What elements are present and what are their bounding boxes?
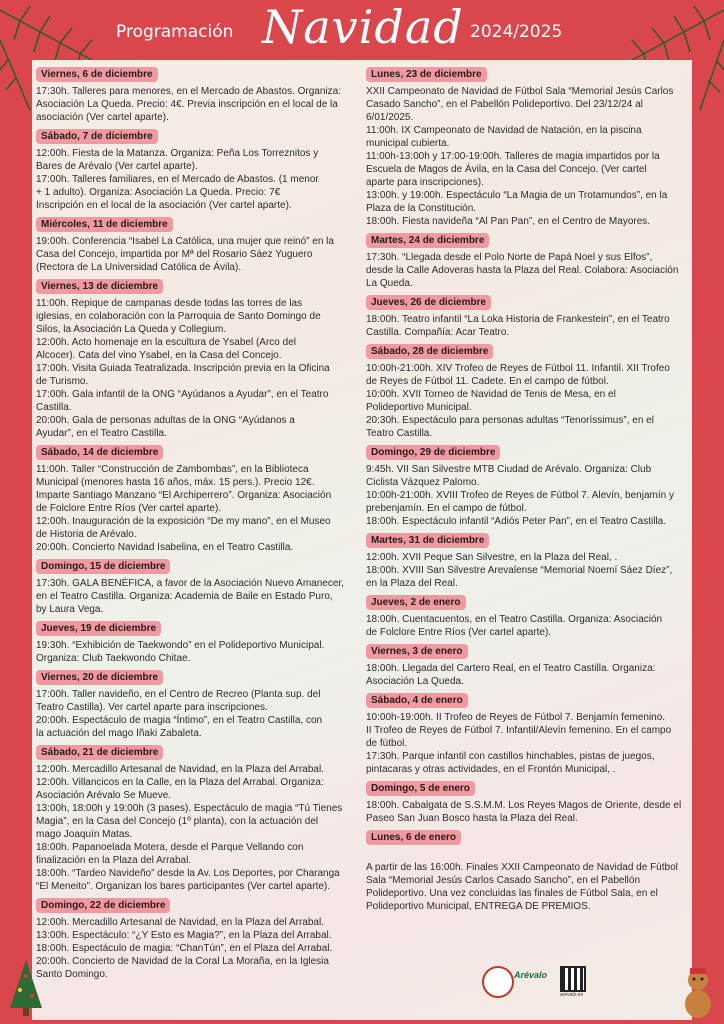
day-label: Sábado, 28 de diciembre: [366, 344, 493, 359]
event-line: Escuela de Magos de Ávila, en la Casa del Concejo. (Ver cartel: [366, 164, 647, 175]
day-label: Domingo, 29 de diciembre: [366, 445, 500, 460]
logo-text: Arévalo: [514, 970, 548, 980]
event-line: Ayudar”, en el Teatro Castilla.: [36, 428, 167, 439]
event-line: 18:00h. Llegada del Cartero Real, en el Teatro Castilla. Organiza:: [366, 663, 656, 674]
event-line: 18:00h. “Tardeo Navideño” desde la Av. Los Deportes, por Charanga: [36, 868, 340, 879]
event-line: 18:00h. XVIII San Silvestre Arevalense “Memorial Noemí Sáez Díez”,: [366, 565, 673, 576]
event-line: 20:00h. Gala de personas adultas de la ONG “Ayúdanos a: [36, 415, 295, 426]
event-day: [366, 442, 692, 528]
event-line: 12:00h. Fiesta de la Matanza. Organiza: Peña Los Torreznitos y: [36, 148, 319, 159]
header-programacion: Programación: [116, 22, 234, 42]
event-line: 11:00h. IX Campeonato de Navidad de Natación, en la piscina: [366, 125, 642, 136]
event-line: asociación (Ver cartel aparte).: [36, 112, 169, 123]
day-label: Miércoles, 11 de diciembre: [36, 217, 173, 232]
day-label: Domingo, 15 de diciembre: [36, 559, 170, 574]
event-line: 18:00h. Espectáculo infantil “Adiós Peter Pan”, en el Teatro Castilla.: [366, 516, 666, 527]
event-line: la actuación del mago Iñaki Zabaleta.: [36, 728, 202, 739]
event-line: de fútbol.: [366, 738, 408, 749]
event-line: 17:30h. GALA BENÉFICA, a favor de la Asociación Nuevo Amanecer,: [36, 578, 344, 589]
event-line: 12:00h. Acto homenaje en la escultura de Ysabel (Arco del: [36, 337, 296, 348]
event-line: 20:00h. Espectáculo de magia “Íntimo”, en el Teatro Castilla, con: [36, 715, 323, 726]
event-line: aparte para inscripciones).: [366, 177, 484, 188]
event-line: Asociación Arévalo Se Mueve.: [36, 790, 172, 801]
event-day: [36, 64, 358, 124]
event-day: [36, 667, 358, 740]
day-label: Lunes, 23 de diciembre: [366, 67, 487, 82]
event-line: 12:00h. XVII Peque San Silvestre, en la Plaza del Real, .: [366, 552, 618, 563]
event-line: 12:00h. Inauguración de la exposición “De my mano”, en el Museo: [36, 516, 331, 527]
event-line: 18:00h. Papanoelada Motera, desde el Parque Vellando con: [36, 842, 304, 853]
event-line: de Historia de Arévalo.: [36, 529, 137, 540]
event-line: Alcocer). Cata del vino Ysabel, en la Casa del Concejo.: [36, 350, 282, 361]
event-day: [366, 292, 692, 339]
event-day: [366, 341, 692, 440]
event-line: 12:00h. Mercadillo Artesanal de Navidad, en la Plaza del Arrabal.: [36, 764, 324, 775]
event-line: pintacaras y otras actividades, en el Frontón Municipal, .: [366, 764, 616, 775]
event-line: 17:00h. Visita Guiada Teatralizada. Inscripción previa en la Oficina: [36, 363, 330, 374]
event-line: 6/01/2025.: [366, 112, 414, 123]
day-label: Sábado, 21 de diciembre: [36, 745, 163, 760]
event-line: 19:00h. Conferencia “Isabel La Católica, una mujer que reinó” en la: [36, 236, 334, 247]
event-line: (Rectora de La Universidad Católica de Ávila).: [36, 262, 242, 273]
event-line: 13:00h. y 19:00h. Espectáculo “La Magia de un Trotamundos”, en la: [366, 190, 668, 201]
day-label: Viernes, 6 de diciembre: [36, 67, 158, 82]
event-day: [366, 592, 692, 639]
event-line: en el Teatro Castilla. Organiza: Academia de Baile en Estado Puro,: [36, 591, 333, 602]
event-line: 18:00h. Espectáculo de magia: “ChanTún”, en el Plaza del Arrabal.: [36, 943, 333, 954]
event-line: 17:00h. Talleres familiares, en el Mercado de Abastos. (1 menor: [36, 174, 319, 185]
event-line: 20:00h. Concierto Navidad Isabelina, en el Teatro Castilla.: [36, 542, 294, 553]
event-line: 18:00h. Teatro infantil “La Loka Historia de Frankestein”, en el Teatro: [366, 314, 670, 325]
day-label: Viernes, 20 de diciembre: [36, 670, 163, 685]
event-day: [36, 214, 358, 274]
event-line: en la Plaza del Real.: [366, 578, 458, 589]
event-day: [36, 276, 358, 440]
event-line: 20:30h. Espectáculo para personas adultas “Tenoríssimus”, en el: [366, 415, 654, 426]
event-line: [366, 848, 692, 861]
event-line: Inscripción en el local de la asociación (Ver cartel aparte).: [36, 200, 292, 211]
christmas-tree-icon: [6, 958, 46, 1018]
event-line: Bares de Arévalo (Ver cartel aparte).: [36, 161, 198, 172]
event-day: [366, 230, 692, 290]
event-day: [36, 556, 358, 616]
event-line: Silos, la Asociación La Queda y Collegium.: [36, 324, 227, 335]
event-line: 10:00h. XVII Torneo de Navidad de Tenis de Mesa, en el: [366, 389, 616, 400]
event-line: “El Meneito”. Organizan los bares participantes (Ver cartel aparte).: [36, 881, 331, 892]
event-line: 18:00h. Fiesta navideña “Al Pan Pan”, en el Centro de Mayores.: [366, 216, 651, 227]
event-day: [36, 895, 358, 981]
event-line: Imparte Santiago Manzano “El Archiperrero”. Organiza: Asociación: [36, 490, 332, 501]
event-line: Ciclista Vázquez Palomo.: [366, 477, 480, 488]
day-label: Domingo, 22 de diciembre: [36, 898, 170, 913]
event-day: [36, 442, 358, 554]
event-line: Casado Sancho”, en el Pabellón Polideportivo. Del 23/12/24 al: [366, 99, 643, 110]
event-line: 11:00h. Taller “Construcción de Zambombas”, en la Biblioteca: [36, 464, 309, 475]
event-line: La Queda.: [366, 278, 413, 289]
event-day: [36, 618, 358, 665]
event-line: Municipal (menores hasta 16 años, máx. 15 pers.). Precio 12€.: [36, 477, 315, 488]
qr-url: arevalo.es: [560, 992, 584, 998]
event-line: municipal cubierta.: [366, 138, 450, 149]
event-line: 18:00h. Cabalgata de S.S.M.M. Los Reyes Magos de Oriente, desde el: [366, 800, 682, 811]
event-day: [366, 827, 692, 913]
gingerbread-icon: [678, 966, 718, 1020]
event-day: [366, 64, 692, 228]
event-line: Plaza de la Constitución.: [366, 203, 477, 214]
event-line: Sala “Memorial Jesús Carlos Casado Sancho”, en el Pabellón: [366, 875, 641, 886]
event-line: 18:00h. Cuentacuentos, en el Teatro Castilla. Organiza: Asociación: [366, 614, 663, 625]
day-label: Martes, 24 de diciembre: [366, 233, 489, 248]
event-line: 17:00h. Taller navideño, en el Centro de Recreo (Planta sup. del: [36, 689, 321, 700]
event-line: 12:00h. Villancicos en la Calle, en la Plaza del Arrabal. Organiza:: [36, 777, 324, 788]
day-label: Lunes, 6 de enero: [366, 830, 461, 845]
day-label: Martes, 31 de diciembre: [366, 533, 489, 548]
event-line: Teatro Castilla). Ver cartel aparte para inscripciones.: [36, 702, 268, 713]
event-day: [36, 742, 358, 893]
qr-code-icon: [560, 966, 586, 992]
event-line: 11:00h. Repique de campanas desde todas las torres de las: [36, 298, 303, 309]
day-label: Viernes, 13 de diciembre: [36, 279, 163, 294]
event-line: 20:00h. Concierto de Navidad de la Coral La Moraña, en la Iglesia: [36, 956, 329, 967]
event-line: Castilla.: [36, 402, 72, 413]
event-line: Paseo San Juan Bosco hasta la Plaza del Real.: [366, 813, 578, 824]
right-column: [366, 64, 692, 915]
event-line: iglesias, en colaboración con la Parroquia de Santo Domingo de: [36, 311, 321, 322]
event-line: desde la Calle Adoveras hasta la Plaza del Real. Colabora: Asociación: [366, 265, 679, 276]
event-line: Asociación La Queda.: [366, 676, 464, 687]
event-line: 13:00h. Espectáculo: “¿Y Esto es Magia?”, en la Plaza del Arrabal.: [36, 930, 332, 941]
event-line: + 1 adulto). Organiza: Asociación La Queda. Precio: 7€: [36, 187, 281, 198]
event-line: 10:00h-21:00h. XVIII Trofeo de Reyes de Fútbol 7. Alevín, benjamín y: [366, 490, 674, 501]
event-line: 17:30h. “Llegada desde el Polo Norte de Papá Noel y sus Elfos”,: [366, 252, 653, 263]
event-day: [366, 690, 692, 776]
event-line: Asociación La Queda. Precio: 4€. Previa inscripción en el local de la: [36, 99, 338, 110]
event-line: Magia”, en la Casa del Concejo (1º planta), con la actuación del: [36, 816, 319, 827]
event-day: [366, 641, 692, 688]
town-crest-icon: [482, 966, 514, 998]
event-line: 17:00h. Gala infantil de la ONG “Ayúdanos a Ayudar”, en el Teatro: [36, 389, 329, 400]
event-line: Casa del Concejo, impartida por Mª del Rosario Sáez Yuguero: [36, 249, 313, 260]
event-line: by Laura Vega.: [36, 604, 104, 615]
event-line: Santo Domingo.: [36, 969, 108, 980]
day-label: Sábado, 7 de diciembre: [36, 129, 158, 144]
day-label: Sábado, 4 de enero: [366, 693, 468, 708]
event-line: Castilla. Compañía: Acar Teatro.: [366, 327, 510, 338]
event-line: de Reyes de Fútbol 11. Cadete. En el campo de fútbol.: [366, 376, 609, 387]
event-line: de Turismo.: [36, 376, 89, 387]
event-line: 17:30h. Talleres para menores, en el Mercado de Abastos. Organiza:: [36, 86, 341, 97]
event-line: XXII Campeonato de Navidad de Fútbol Sala “Memorial Jesús Carlos: [366, 86, 674, 97]
event-line: finalización en la Plaza del Arrabal.: [36, 855, 192, 866]
event-line: de Folclore Entre Ríos (Ver cartel aparte).: [36, 503, 222, 514]
day-label: Viernes, 3 de enero: [366, 644, 468, 659]
event-line: Teatro Castilla.: [366, 428, 433, 439]
event-line: de Folclore Entre Ríos (Ver cartel aparte).: [366, 627, 552, 638]
header-years: 2024/2025: [470, 22, 563, 42]
left-column: [36, 64, 358, 983]
day-label: Jueves, 2 de enero: [366, 595, 466, 610]
day-label: Domingo, 5 de enero: [366, 781, 475, 796]
event-line: 13:00h, 18:00h y 19:00h (3 pases). Espectáculo de magia “Tú Tienes: [36, 803, 343, 814]
event-day: [36, 126, 358, 212]
event-line: 9:45h. VII San Silvestre MTB Ciudad de Arévalo. Organiza: Club: [366, 464, 652, 475]
header-navidad: Navidad: [262, 0, 464, 54]
event-line: II Trofeo de Reyes de Fútbol 7. Infantil/Alevín femenino. En el campo: [366, 725, 672, 736]
day-label: Sábado, 14 de diciembre: [36, 445, 163, 460]
event-line: Polideportivo Municipal.: [366, 402, 472, 413]
event-line: 19:30h. “Exhibición de Taekwondo” en el Polideportivo Municipal.: [36, 640, 325, 651]
event-line: A partir de las 16:00h. Finales XXII Campeonato de Navidad de Fútbol: [366, 862, 678, 873]
event-line: Polideportivo. Una vez concluidas las finales de Fútbol Sala, en el: [366, 888, 658, 899]
event-line: Organiza: Club Taekwondo Chitae.: [36, 653, 191, 664]
event-line: Polideportivo Municipal, ENTREGA DE PREMIOS.: [366, 901, 591, 912]
event-line: 12:00h. Mercadillo Artesanal de Navidad, en la Plaza del Arrabal.: [36, 917, 324, 928]
event-line: 17:30h. Parque infantil con castillos hinchables, pistas de juegos,: [366, 751, 655, 762]
day-label: Jueves, 19 de diciembre: [36, 621, 161, 636]
event-day: [366, 778, 692, 825]
event-line: 11:00h-13:00h y 17:00-19:00h. Talleres de magia impartidos por la: [366, 151, 660, 162]
event-line: mago Joaquín Matas.: [36, 829, 133, 840]
event-line: 10:00h-19:00h. II Trofeo de Reyes de Fútbol 7. Benjamín femenino.: [366, 712, 666, 723]
event-day: [366, 530, 692, 590]
day-label: Jueves, 26 de diciembre: [366, 295, 491, 310]
event-line: 10:00h-21:00h. XIV Trofeo de Reyes de Fútbol 11. Infantil. XII Trofeo: [366, 363, 670, 374]
event-line: prebenjamín. En el campo de fútbol.: [366, 503, 527, 514]
